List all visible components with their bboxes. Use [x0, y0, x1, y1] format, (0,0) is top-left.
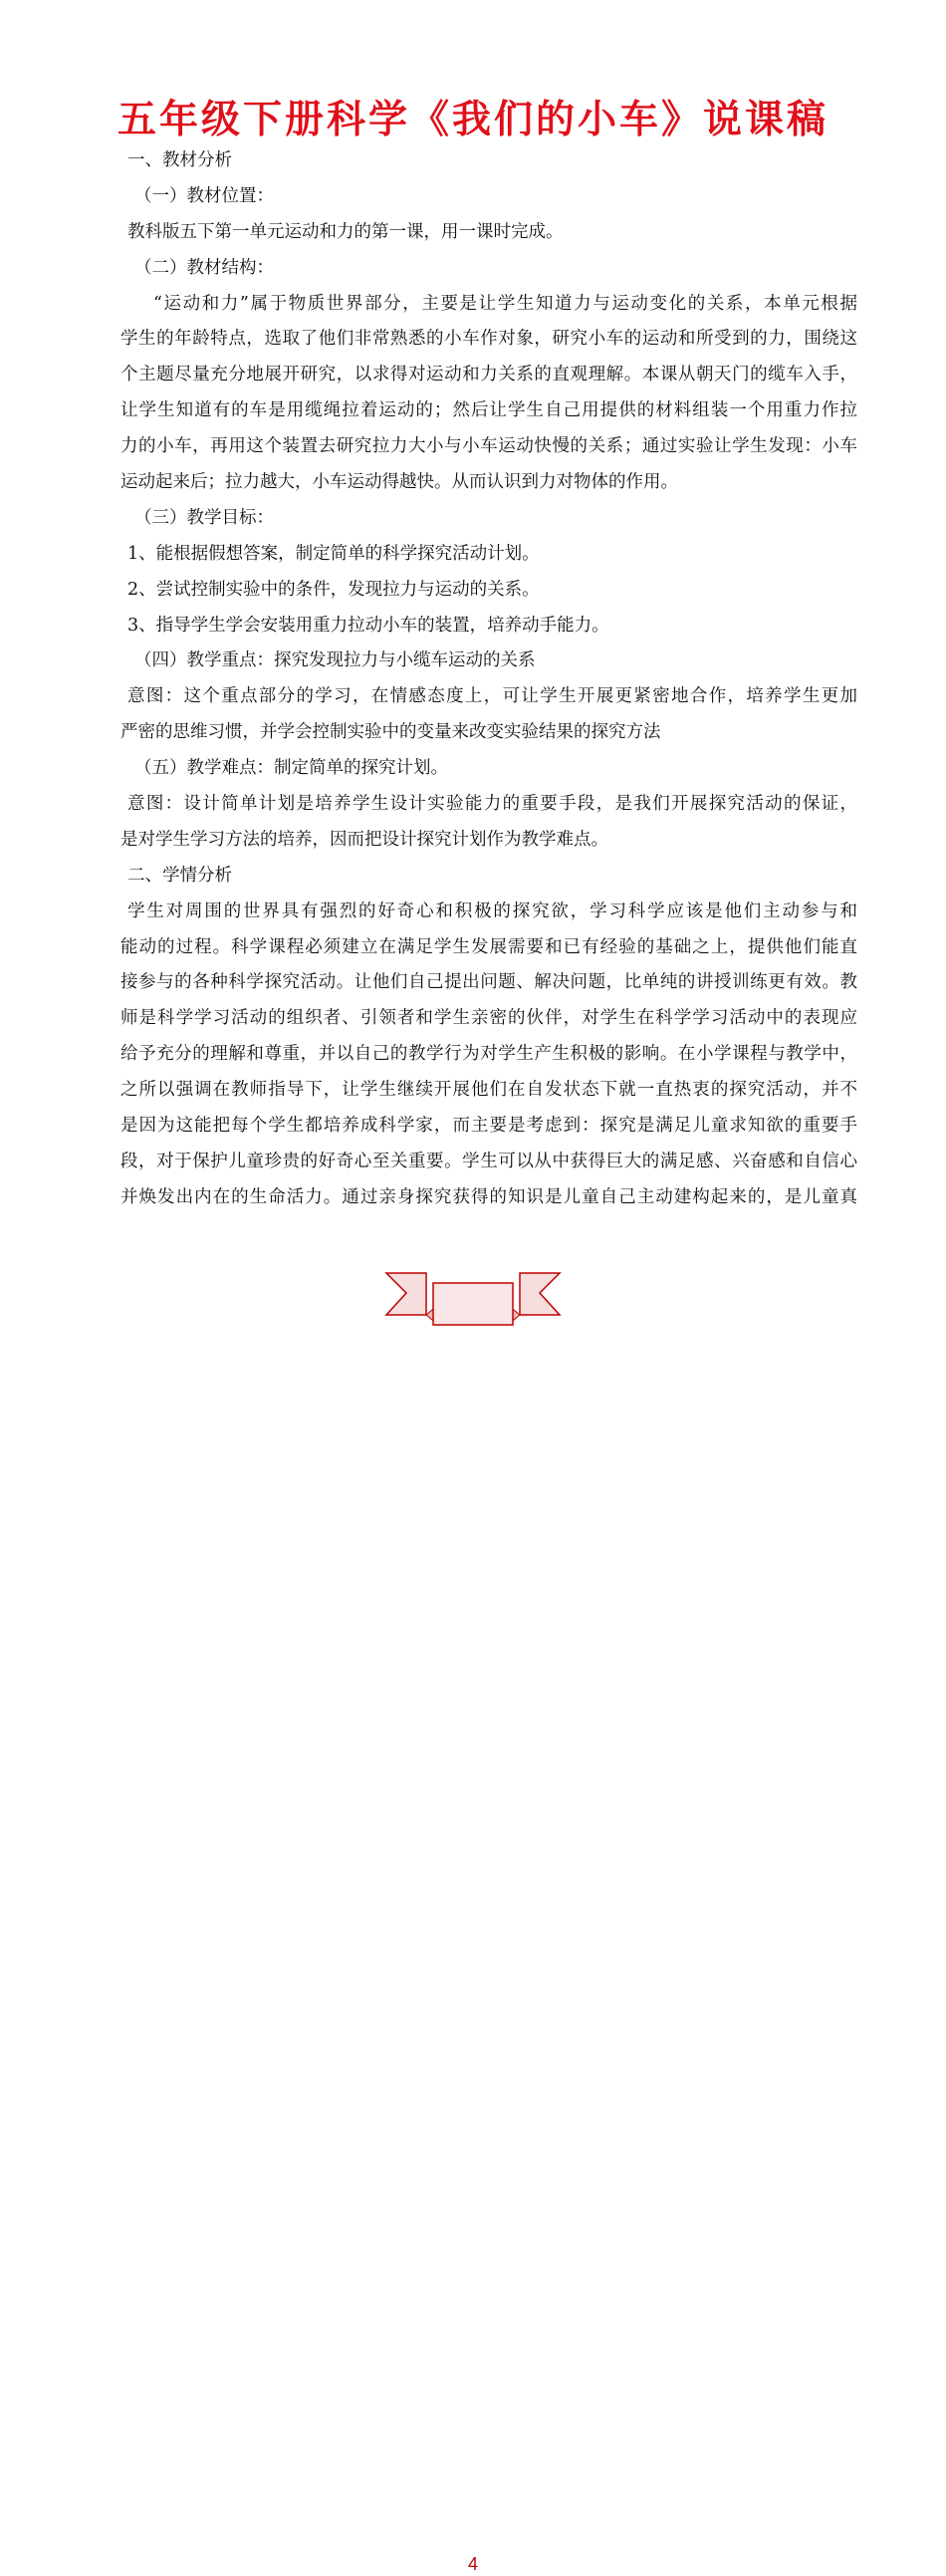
- text-line: 是因为这能把每个学生都培养成科学家，而主要是考虑到：探究是满足儿童求知欲的重要手: [120, 1116, 857, 1137]
- text-line: 个主题尽量充分地展开研究，以求得对运动和力关系的直观理解。本课从朝天门的缆车入手，: [120, 365, 857, 386]
- text-line: （四）教学重点：探究发现拉力与小缆车运动的关系: [134, 650, 536, 671]
- document-body: [120, 147, 857, 1220]
- text-line: 意图：这个重点部分的学习，在情感态度上，可让学生开展更紧密地合作，培养学生更加: [127, 686, 857, 707]
- text-line: 之所以强调在教师指导下，让学生继续开展他们在自发状态下就一直热衷的探究活动，并不: [120, 1080, 857, 1101]
- text-line: 接参与的各种科学探究活动。让他们自己提出问题、解决问题，比单纯的讲授训练更有效。教: [120, 972, 857, 993]
- ribbon-icon: [378, 1265, 568, 1339]
- text-line: 意图：设计简单计划是培养学生设计实验能力的重要手段，是我们开展探究活动的保证，: [127, 794, 857, 815]
- text-line: 1、能根据假想答案，制定简单的科学探究活动计划。: [127, 543, 540, 564]
- text-line: 并焕发出内在的生命活力。通过亲身探究获得的知识是儿童自己主动建构起来的，是儿童真: [120, 1186, 857, 1207]
- text-line: 3、指导学生学会安装用重力拉动小车的装置，培养动手能力。: [127, 615, 609, 636]
- text-line: 2、尝试控制实验中的条件，发现拉力与运动的关系。: [127, 579, 540, 600]
- text-line: 严密的思维习惯，并学会控制实验中的变量来改变实验结果的探究方法: [120, 722, 661, 743]
- page-footer: [0, 1265, 946, 2574]
- text-line: （五）教学难点：制定简单的探究计划。: [134, 758, 448, 779]
- text-line: 一、教材分析: [127, 150, 232, 170]
- text-line: 运动起来后；拉力越大，小车运动得越快。从而认识到力对物体的作用。: [120, 472, 678, 493]
- text-line: 段，对于保护儿童珍贵的好奇心至关重要。学生可以从中获得巨大的满足感、兴奋感和自信心: [120, 1151, 857, 1171]
- text-line: 二、学情分析: [127, 865, 232, 886]
- text-line: 教科版五下第一单元运动和力的第一课，用一课时完成。: [127, 221, 564, 242]
- text-line: 学生的年龄特点，选取了他们非常熟悉的小车作对象，研究小车的运动和所受到的力，围绕这: [120, 329, 857, 350]
- text-line: 力的小车，再用这个装置去研究拉力大小与小车运动快慢的关系；通过实验让学生发现：小车: [120, 436, 857, 457]
- page-number: 4: [467, 2554, 478, 2574]
- text-line: （三）教学目标：: [134, 507, 274, 528]
- text-line: 能动的过程。科学课程必须建立在满足学生发展需要和已有经验的基础之上，提供他们能直: [120, 936, 857, 957]
- text-line: 学生对周围的世界具有强烈的好奇心和积极的探究欲，学习科学应该是他们主动参与和: [127, 901, 857, 921]
- text-line: 是对学生学习方法的培养，因而把设计探究计划作为教学难点。: [120, 829, 608, 850]
- page-title: 五年级下册科学《我们的小车》说课稿: [117, 98, 828, 142]
- text-line: “运动和力”属于物质世界部分，主要是让学生知道力与运动变化的关系，本单元根据: [153, 293, 857, 314]
- text-line: 给予充分的理解和尊重，并以自己的教学行为对学生产生积极的影响。在小学课程与教学中，: [120, 1044, 857, 1065]
- text-line: 让学生知道有的车是用缆绳拉着运动的；然后让学生自己用提供的材料组装一个用重力作拉: [120, 400, 857, 421]
- text-line: 师是科学学习活动的组织者、引领者和学生亲密的伙伴，对学生在科学学习活动中的表现应: [120, 1008, 857, 1029]
- text-line: （二）教材结构：: [134, 257, 274, 278]
- text-line: （一）教材位置：: [134, 185, 274, 206]
